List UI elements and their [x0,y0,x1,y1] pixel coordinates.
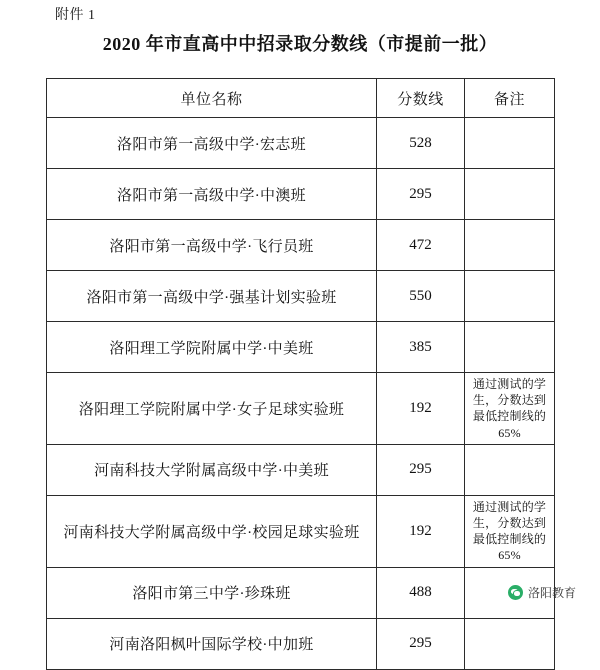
table-row [47,118,555,169]
table-header-row [47,79,555,118]
wechat-icon [508,585,523,600]
cell-note: 通过测试的学生，分数达到最低控制线的 65% [465,495,555,567]
cell-score: 295 [377,169,465,220]
cell-school-name: 洛阳理工学院附属中学·中美班 [47,322,377,373]
cell-school-name: 洛阳理工学院附属中学·女子足球实验班 [47,373,377,445]
page-title: 2020 年市直高中中招录取分数线（市提前一批） [102,34,498,54]
cell-note [465,220,555,271]
cell-note [465,169,555,220]
column-header-score: 分数线 [377,79,465,118]
table-row [47,169,555,220]
table-row [47,271,555,322]
table-row [47,444,555,495]
cell-school-name: 河南科技大学附属高级中学·中美班 [47,444,377,495]
cell-school-name: 洛阳市第三中学·珍珠班 [47,567,377,618]
score-table [46,78,555,670]
table-row [47,373,555,445]
column-header-note: 备注 [465,79,555,118]
cell-note: 通过测试的学生，分数达到最低控制线的 65% [465,373,555,445]
cell-score: 295 [377,444,465,495]
cell-score: 192 [377,495,465,567]
cell-note [465,618,555,669]
attachment-label: 附件 1 [55,8,96,23]
cell-school-name: 洛阳市第一高级中学·飞行员班 [47,220,377,271]
footer-label: 洛阳教育 [527,586,576,600]
cell-score: 295 [377,618,465,669]
footer-watermark [508,584,576,601]
table-row [47,322,555,373]
column-header-name: 单位名称 [47,79,377,118]
cell-school-name: 河南科技大学附属高级中学·校园足球实验班 [47,495,377,567]
cell-school-name: 洛阳市第一高级中学·中澳班 [47,169,377,220]
table-row [47,567,555,618]
cell-score: 192 [377,373,465,445]
table-header [47,79,555,118]
table-row [47,220,555,271]
cell-note [465,444,555,495]
cell-score: 528 [377,118,465,169]
table-body [47,118,555,670]
cell-score: 385 [377,322,465,373]
cell-note [465,271,555,322]
table-row [47,618,555,669]
cell-school-name: 洛阳市第一高级中学·强基计划实验班 [47,271,377,322]
cell-school-name: 河南洛阳枫叶国际学校·中加班 [47,618,377,669]
cell-score: 488 [377,567,465,618]
cell-note [465,322,555,373]
score-table-container [46,78,554,670]
table-row [47,495,555,567]
cell-score: 472 [377,220,465,271]
cell-note [465,118,555,169]
cell-score: 550 [377,271,465,322]
cell-school-name: 洛阳市第一高级中学·宏志班 [47,118,377,169]
